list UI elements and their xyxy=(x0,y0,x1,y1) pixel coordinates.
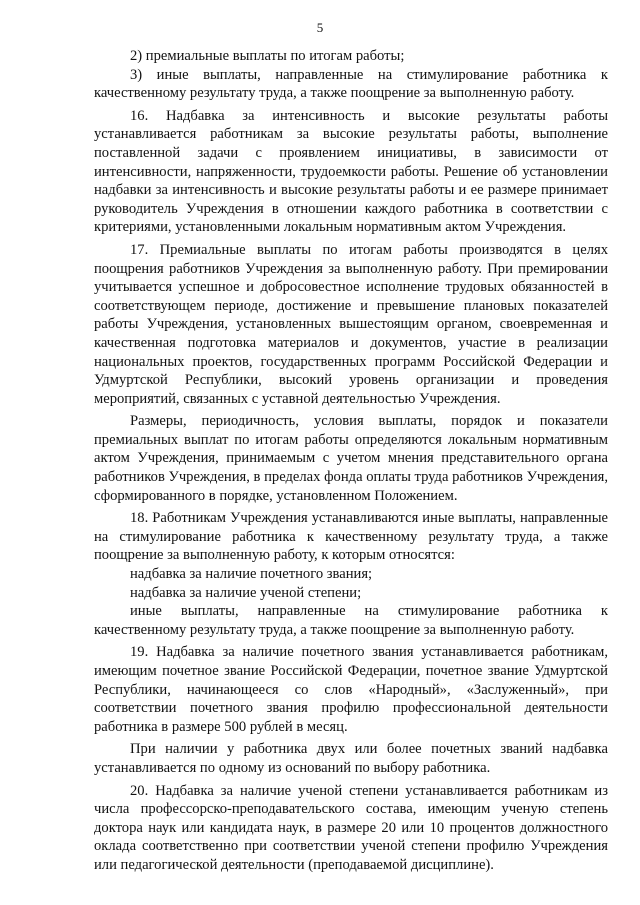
document-body xyxy=(94,47,608,875)
list-item-academic-degree-bonus: надбавка за наличие ученой степени; xyxy=(130,584,362,601)
list-item-honorary-title-bonus: надбавка за наличие почетного звания; xyxy=(130,566,373,583)
list-item-premium-payments: 2) премиальные выплаты по итогам работы; xyxy=(130,48,405,64)
clause-17-premium-terms: Размеры, периодичность, условия выплаты, порядок и показатели премиальных выплат по итогам работы определяются локальным нормативным актом Учреждения, принимаемым с учетом мнения представительного органа работников Учреждения, в пределах фонда оплаты труда работников Учреждения, сформированного в порядке, установленном Положением. xyxy=(94,413,609,504)
page-number: 5 xyxy=(316,20,324,35)
clause-18: 18. Работникам Учреждения устанавливаются иные выплаты, направленные на стимулирование работника к качественному результату труда, а также поощрение за выполненную работу, к которым относятся: xyxy=(94,510,608,564)
clause-19: 19. Надбавка за наличие почетного звания устанавливается работникам, имеющим почетное звание Российской Федерации, почетное звание Удмуртской Республики, начинающееся со слов «Народный», «Заслуженный», при соответствии почетного звания профилю профессиональной деятельности работника в размере 500 рублей в месяц. xyxy=(94,644,608,735)
list-item-other-incentive-payments: иные выплаты, направленные на стимулирование работника к качественному результату труда, а также поощрение за выполненную работу. xyxy=(94,603,608,638)
list-item-other-payments: 3) иные выплаты, направленные на стимулирование работника к качественному результату труда, а также поощрение за выполненную работу. xyxy=(94,66,608,102)
clause-19-multiple-titles: При наличии у работника двух или более почетных званий надбавка устанавливается по одному из оснований по выбору работника. xyxy=(94,741,608,776)
clause-16: 16. Надбавка за интенсивность и высокие результаты работы устанавливается работникам за высокие результаты работы, выполнение поставленной задачи с проявлением инициативы, в зависимости от интенсивности, напряженности, трудоемкости работы. Решение об установлении надбавки за интенсивность и высокие результаты работы и ее размере принимает руководитель Учреждения в отношении каждого работника в соответствии с критериями, установленными локальным нормативным актом Учреждения. xyxy=(94,107,608,236)
clause-20: 20. Надбавка за наличие ученой степени устанавливается работникам из числа профессорско-преподавательского состава, имеющим ученую степень доктора наук или кандидата наук, в размере 20 или 10 процентов должностного оклада соответственно при соответствии ученой степени профилю Учреждения или педагогической деятельности (преподаваемой дисциплине). xyxy=(94,782,608,873)
clause-17: 17. Премиальные выплаты по итогам работы производятся в целях поощрения работников Учреждения за выполненную работу. При премировании учитывается успешное и добросовестное исполнение трудовых обязанностей в соответствующем периоде, достижение и превышение плановых показателей работы Учреждения, установленных вышестоящим органом, своевременная и качественная подготовка материалов и документов, участие в реализации национальных проектов, государственных программ Российской Федерации и Удмуртской Республики, высокий уровень организации и проведения мероприятий, связанных с уставной деятельностью Учреждения. xyxy=(94,241,608,407)
